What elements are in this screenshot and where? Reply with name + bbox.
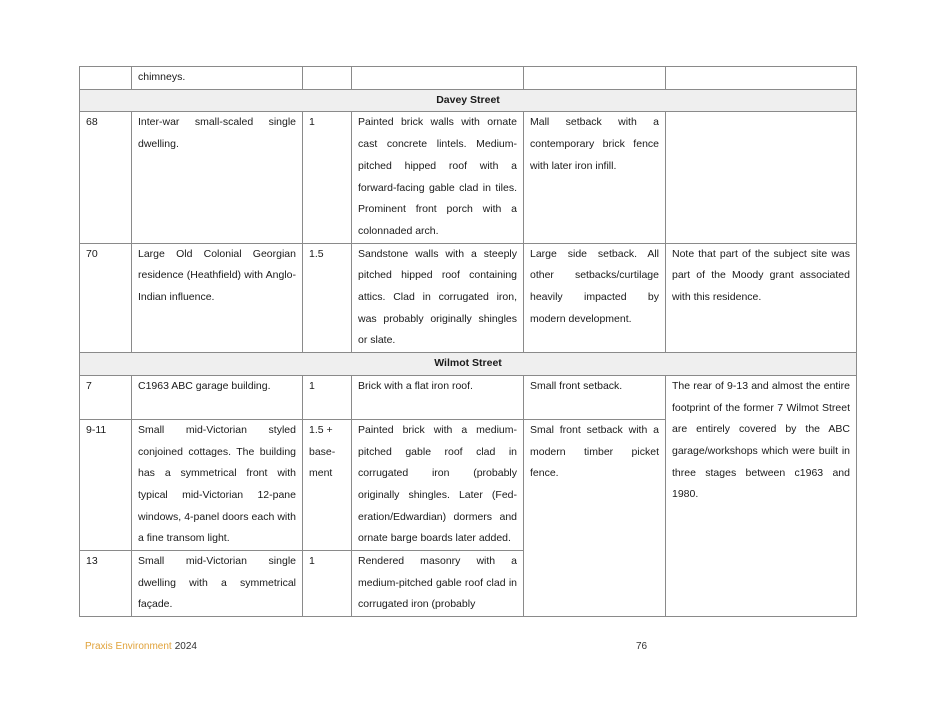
cell-number: 70 <box>80 243 132 353</box>
cell-materials <box>352 67 524 90</box>
cell-number <box>80 67 132 90</box>
cell-description: C1963 ABC garage building. <box>132 375 303 419</box>
cell-notes: Note that part of the subject site was part of the Moody grant associated with this residence. <box>666 243 857 353</box>
section-header-row <box>80 353 857 376</box>
table-row <box>80 112 857 243</box>
cell-description: chimneys. <box>132 67 303 90</box>
cell-number: 7 <box>80 375 132 419</box>
section-title-davey-street: Davey Street <box>80 89 857 112</box>
heritage-table <box>79 66 857 617</box>
cell-description: Large Old Colonial Georgian residence (Heathfield) with Anglo-Indian influence. <box>132 243 303 353</box>
cell-materials: Brick with a flat iron roof. <box>352 375 524 419</box>
cell-setback <box>524 67 666 90</box>
section-title-wilmot-street: Wilmot Street <box>80 353 857 376</box>
table-row <box>80 243 857 353</box>
cell-number: 13 <box>80 551 132 617</box>
cell-storeys: 1.5 <box>303 243 352 353</box>
cell-setback: Large side setback. All other setbacks/curtilage heavily impacted by modern development. <box>524 243 666 353</box>
cell-materials: Painted brick with a medium-pitched gable roof clad in corrugated iron (probably originally shingles. Later (Fed-eration/Edwardian) dormers and ornate barge boards later added. <box>352 419 524 550</box>
cell-notes-wilmot: The rear of 9-13 and almost the entire footprint of the former 7 Wilmot Street are entirely covered by the ABC garage/workshops which were built in three stages between c1963 and 1980. <box>666 375 857 616</box>
cell-materials: Rendered masonry with a medium-pitched gable roof clad in corrugated iron (probably <box>352 551 524 617</box>
cell-storeys: 1 <box>303 551 352 617</box>
section-header-row <box>80 89 857 112</box>
brand-name: Praxis Environment <box>85 641 172 652</box>
cell-notes <box>666 112 857 243</box>
cell-description: Inter-war small-scaled single dwelling. <box>132 112 303 243</box>
cell-setback: Mall setback with a contemporary brick fence with later iron infill. <box>524 112 666 243</box>
cell-description: Small mid-Victorian styled conjoined cottages. The building has a symmetrical front with typical mid-Victorian 12-pane windows, 4-panel doors each with a fine transom light. <box>132 419 303 550</box>
cell-materials: Sandstone walls with a steeply pitched hipped roof containing attics. Clad in corrugated iron, was probably originally shingles or slate. <box>352 243 524 353</box>
cell-materials: Painted brick walls with ornate cast concrete lintels. Medium-pitched hipped roof with a forward-facing gable clad in tiles. Prominent front porch with a colonnaded arch. <box>352 112 524 243</box>
cell-number: 9-11 <box>80 419 132 550</box>
brand-year: 2024 <box>174 641 197 652</box>
cell-setback: Smal front setback with a modern timber picket fence. <box>524 419 666 616</box>
table-row-continued <box>80 67 857 90</box>
cell-number: 68 <box>80 112 132 243</box>
cell-storeys: 1 <box>303 112 352 243</box>
cell-storeys: 1.5 + base-ment <box>303 419 352 550</box>
page-number: 76 <box>636 641 648 652</box>
table-row <box>80 375 857 419</box>
cell-storeys: 1 <box>303 375 352 419</box>
cell-description: Small mid-Victorian single dwelling with a symmetrical façade. <box>132 551 303 617</box>
cell-storeys <box>303 67 352 90</box>
cell-notes <box>666 67 857 90</box>
cell-setback: Small front setback. <box>524 375 666 419</box>
footer-brand <box>85 641 197 652</box>
